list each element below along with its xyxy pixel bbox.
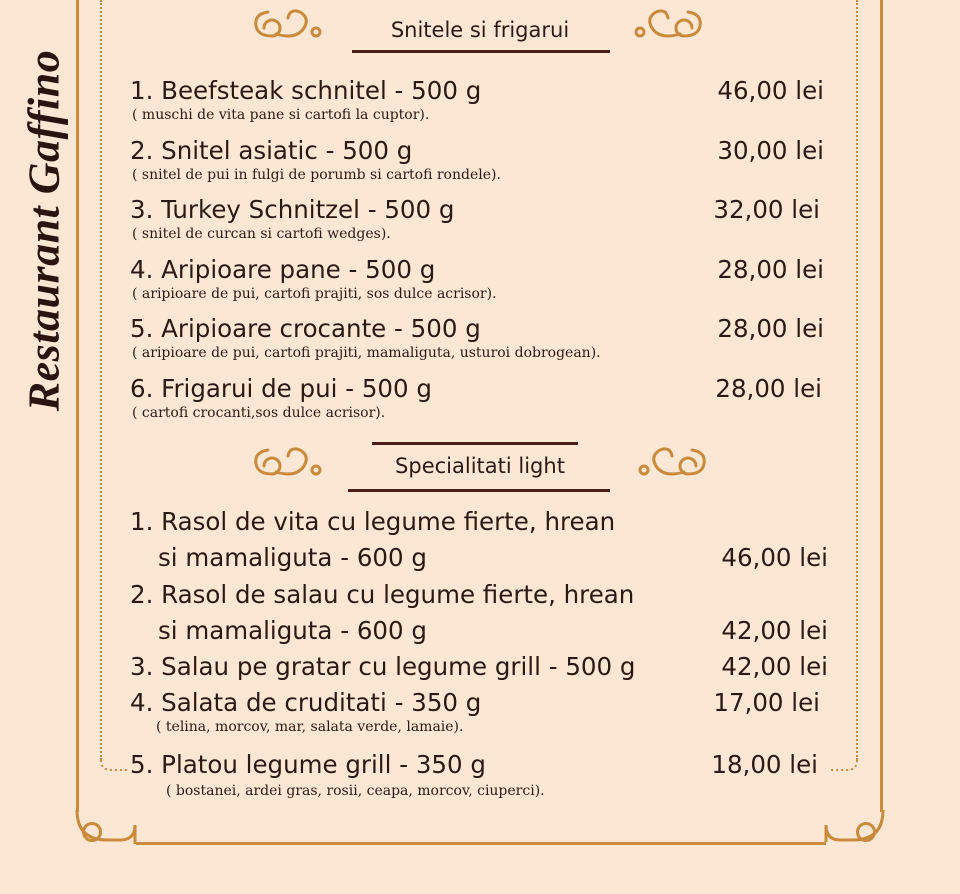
menu-item	[130, 580, 830, 646]
menu-item	[130, 652, 830, 682]
item-name: 3. Turkey Schnitzel - 500 g	[130, 195, 455, 224]
item-description: ( snitel de curcan si cartofi wedges).	[132, 226, 391, 242]
item-description: ( aripioare de pui, cartofi prajiti, mamaliguta, usturoi dobrogean).	[132, 345, 601, 361]
header-underline	[352, 50, 610, 53]
item-description: ( bostanei, ardei gras, rosii, ceapa, morcov, ciuperci).	[166, 783, 545, 799]
menu-item	[130, 507, 830, 573]
swirl-ornament-icon	[246, 444, 328, 484]
header-underline	[348, 489, 610, 492]
menu-item	[130, 750, 830, 800]
item-name-continued: si mamaliguta - 600 g	[158, 616, 427, 645]
item-name: 2. Snitel asiatic - 500 g	[130, 136, 413, 165]
item-description: ( muschi de vita pane si cartofi la cuptor).	[132, 107, 430, 123]
item-description: ( aripioare de pui, cartofi prajiti, sos dulce acrisor).	[132, 286, 497, 302]
item-price: 28,00 lei	[715, 374, 822, 403]
item-description: ( snitel de pui in fulgi de porumb si cartofi rondele).	[132, 167, 501, 183]
item-price: 18,00 lei	[711, 750, 818, 779]
item-price: 30,00 lei	[717, 136, 824, 165]
ring-ornament-icon	[856, 822, 876, 842]
item-price: 17,00 lei	[713, 688, 820, 717]
item-price: 42,00 lei	[721, 616, 828, 645]
menu-item	[130, 195, 830, 243]
item-price: 46,00 lei	[721, 543, 828, 572]
item-description: ( telina, morcov, mar, salata verde, lamaie).	[156, 719, 464, 735]
item-name: 5. Aripioare crocante - 500 g	[130, 314, 481, 343]
item-name: 6. Frigarui de pui - 500 g	[130, 374, 432, 403]
item-description: ( cartofi crocanti,sos dulce acrisor).	[132, 405, 386, 421]
section-title: Specialitati light	[395, 454, 565, 478]
item-price: 42,00 lei	[721, 652, 828, 681]
menu-item	[130, 688, 830, 736]
item-name: 4. Aripioare pane - 500 g	[130, 255, 436, 284]
restaurant-name: Restaurant Gaffino	[19, 49, 69, 411]
item-price: 32,00 lei	[713, 195, 820, 224]
frame-right-solid	[880, 0, 883, 812]
menu-item	[130, 136, 830, 184]
restaurant-name-vertical	[4, 30, 84, 430]
ring-ornament-icon	[82, 822, 102, 842]
section-title: Snitele si frigarui	[390, 18, 570, 42]
swirl-ornament-icon	[246, 6, 328, 46]
item-name: 3. Salau pe gratar cu legume grill - 500 g	[130, 652, 636, 681]
menu-item	[130, 314, 830, 362]
swirl-ornament-icon	[632, 444, 714, 484]
item-name: 1. Rasol de vita cu legume fierte, hrean	[130, 507, 616, 536]
header-overline	[372, 442, 578, 445]
item-price: 28,00 lei	[717, 255, 824, 284]
menu-item	[130, 76, 830, 124]
item-name: 2. Rasol de salau cu legume fierte, hrean	[130, 580, 635, 609]
item-price: 28,00 lei	[717, 314, 824, 343]
frame-right-dotted	[856, 0, 858, 760]
item-name-continued: si mamaliguta - 600 g	[158, 543, 427, 572]
item-price: 46,00 lei	[717, 76, 824, 105]
swirl-ornament-icon	[628, 6, 710, 46]
frame-left-dotted	[100, 0, 102, 760]
item-name: 1. Beefsteak schnitel - 500 g	[130, 76, 482, 105]
item-name: 5. Platou legume grill - 350 g	[130, 750, 486, 779]
menu-item	[130, 374, 830, 422]
item-name: 4. Salata de cruditati - 350 g	[130, 688, 482, 717]
menu-item	[130, 255, 830, 303]
